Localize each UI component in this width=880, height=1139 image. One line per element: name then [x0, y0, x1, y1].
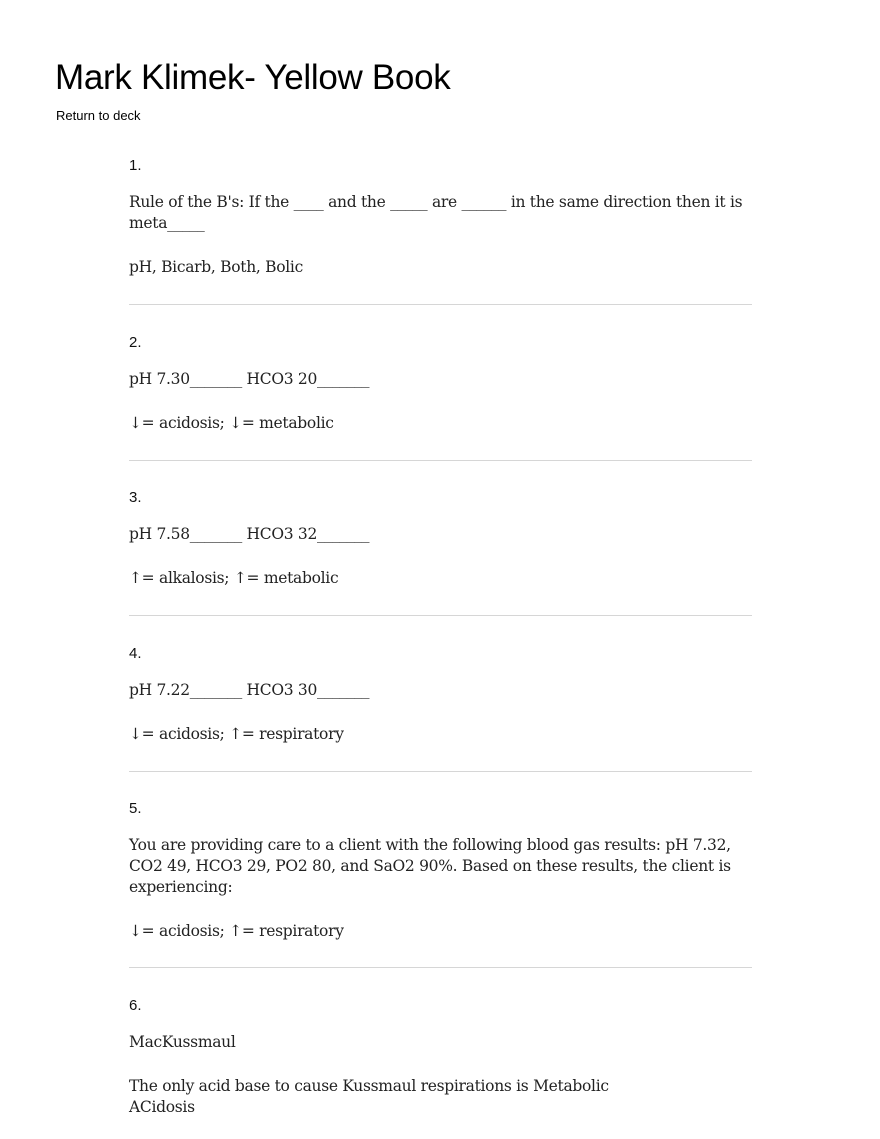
flashcard: [129, 995, 649, 1118]
card-answer: ↑= alkalosis; ↑= metabolic: [129, 569, 339, 587]
page-title: Mark Klimek- Yellow Book: [55, 58, 451, 97]
divider: [129, 304, 752, 305]
card-answer: The only acid base to cause Kussmaul respirations is Metabolic ACidosis: [129, 1077, 614, 1116]
card-number: 4.: [129, 645, 142, 662]
card-number: 6.: [129, 997, 142, 1014]
card-question: You are providing care to a client with the following blood gas results: pH 7.32, CO2 49, HCO3 29, PO2 80, and SaO2 90%. Based on these results, the client is experiencing:: [129, 836, 736, 896]
card-answer: ↓= acidosis; ↑= respiratory: [129, 725, 344, 743]
card-question: pH 7.30_______ HCO3 20_______: [129, 370, 370, 388]
divider: [129, 460, 752, 461]
card-number: 3.: [129, 489, 142, 506]
card-question: MacKussmaul: [129, 1033, 236, 1051]
divider: [129, 615, 752, 616]
return-to-deck-link[interactable]: Return to deck: [56, 108, 141, 123]
card-answer: pH, Bicarb, Both, Bolic: [129, 258, 303, 276]
card-answer: ↓= acidosis; ↑= respiratory: [129, 922, 344, 940]
flashcard: [129, 487, 754, 589]
card-question: Rule of the B's: If the ____ and the _____ are ______ in the same direction then it is meta_____: [129, 193, 747, 232]
card-number: 1.: [129, 157, 142, 174]
flashcard: [129, 643, 754, 745]
flashcard: [129, 155, 754, 278]
flashcard: [129, 798, 754, 942]
card-question: pH 7.58_______ HCO3 32_______: [129, 525, 370, 543]
flashcard: [129, 332, 754, 434]
card-question: pH 7.22_______ HCO3 30_______: [129, 681, 370, 699]
divider: [129, 771, 752, 772]
card-answer: ↓= acidosis; ↓= metabolic: [129, 414, 334, 432]
card-number: 2.: [129, 334, 142, 351]
divider: [129, 967, 752, 968]
card-number: 5.: [129, 800, 142, 817]
